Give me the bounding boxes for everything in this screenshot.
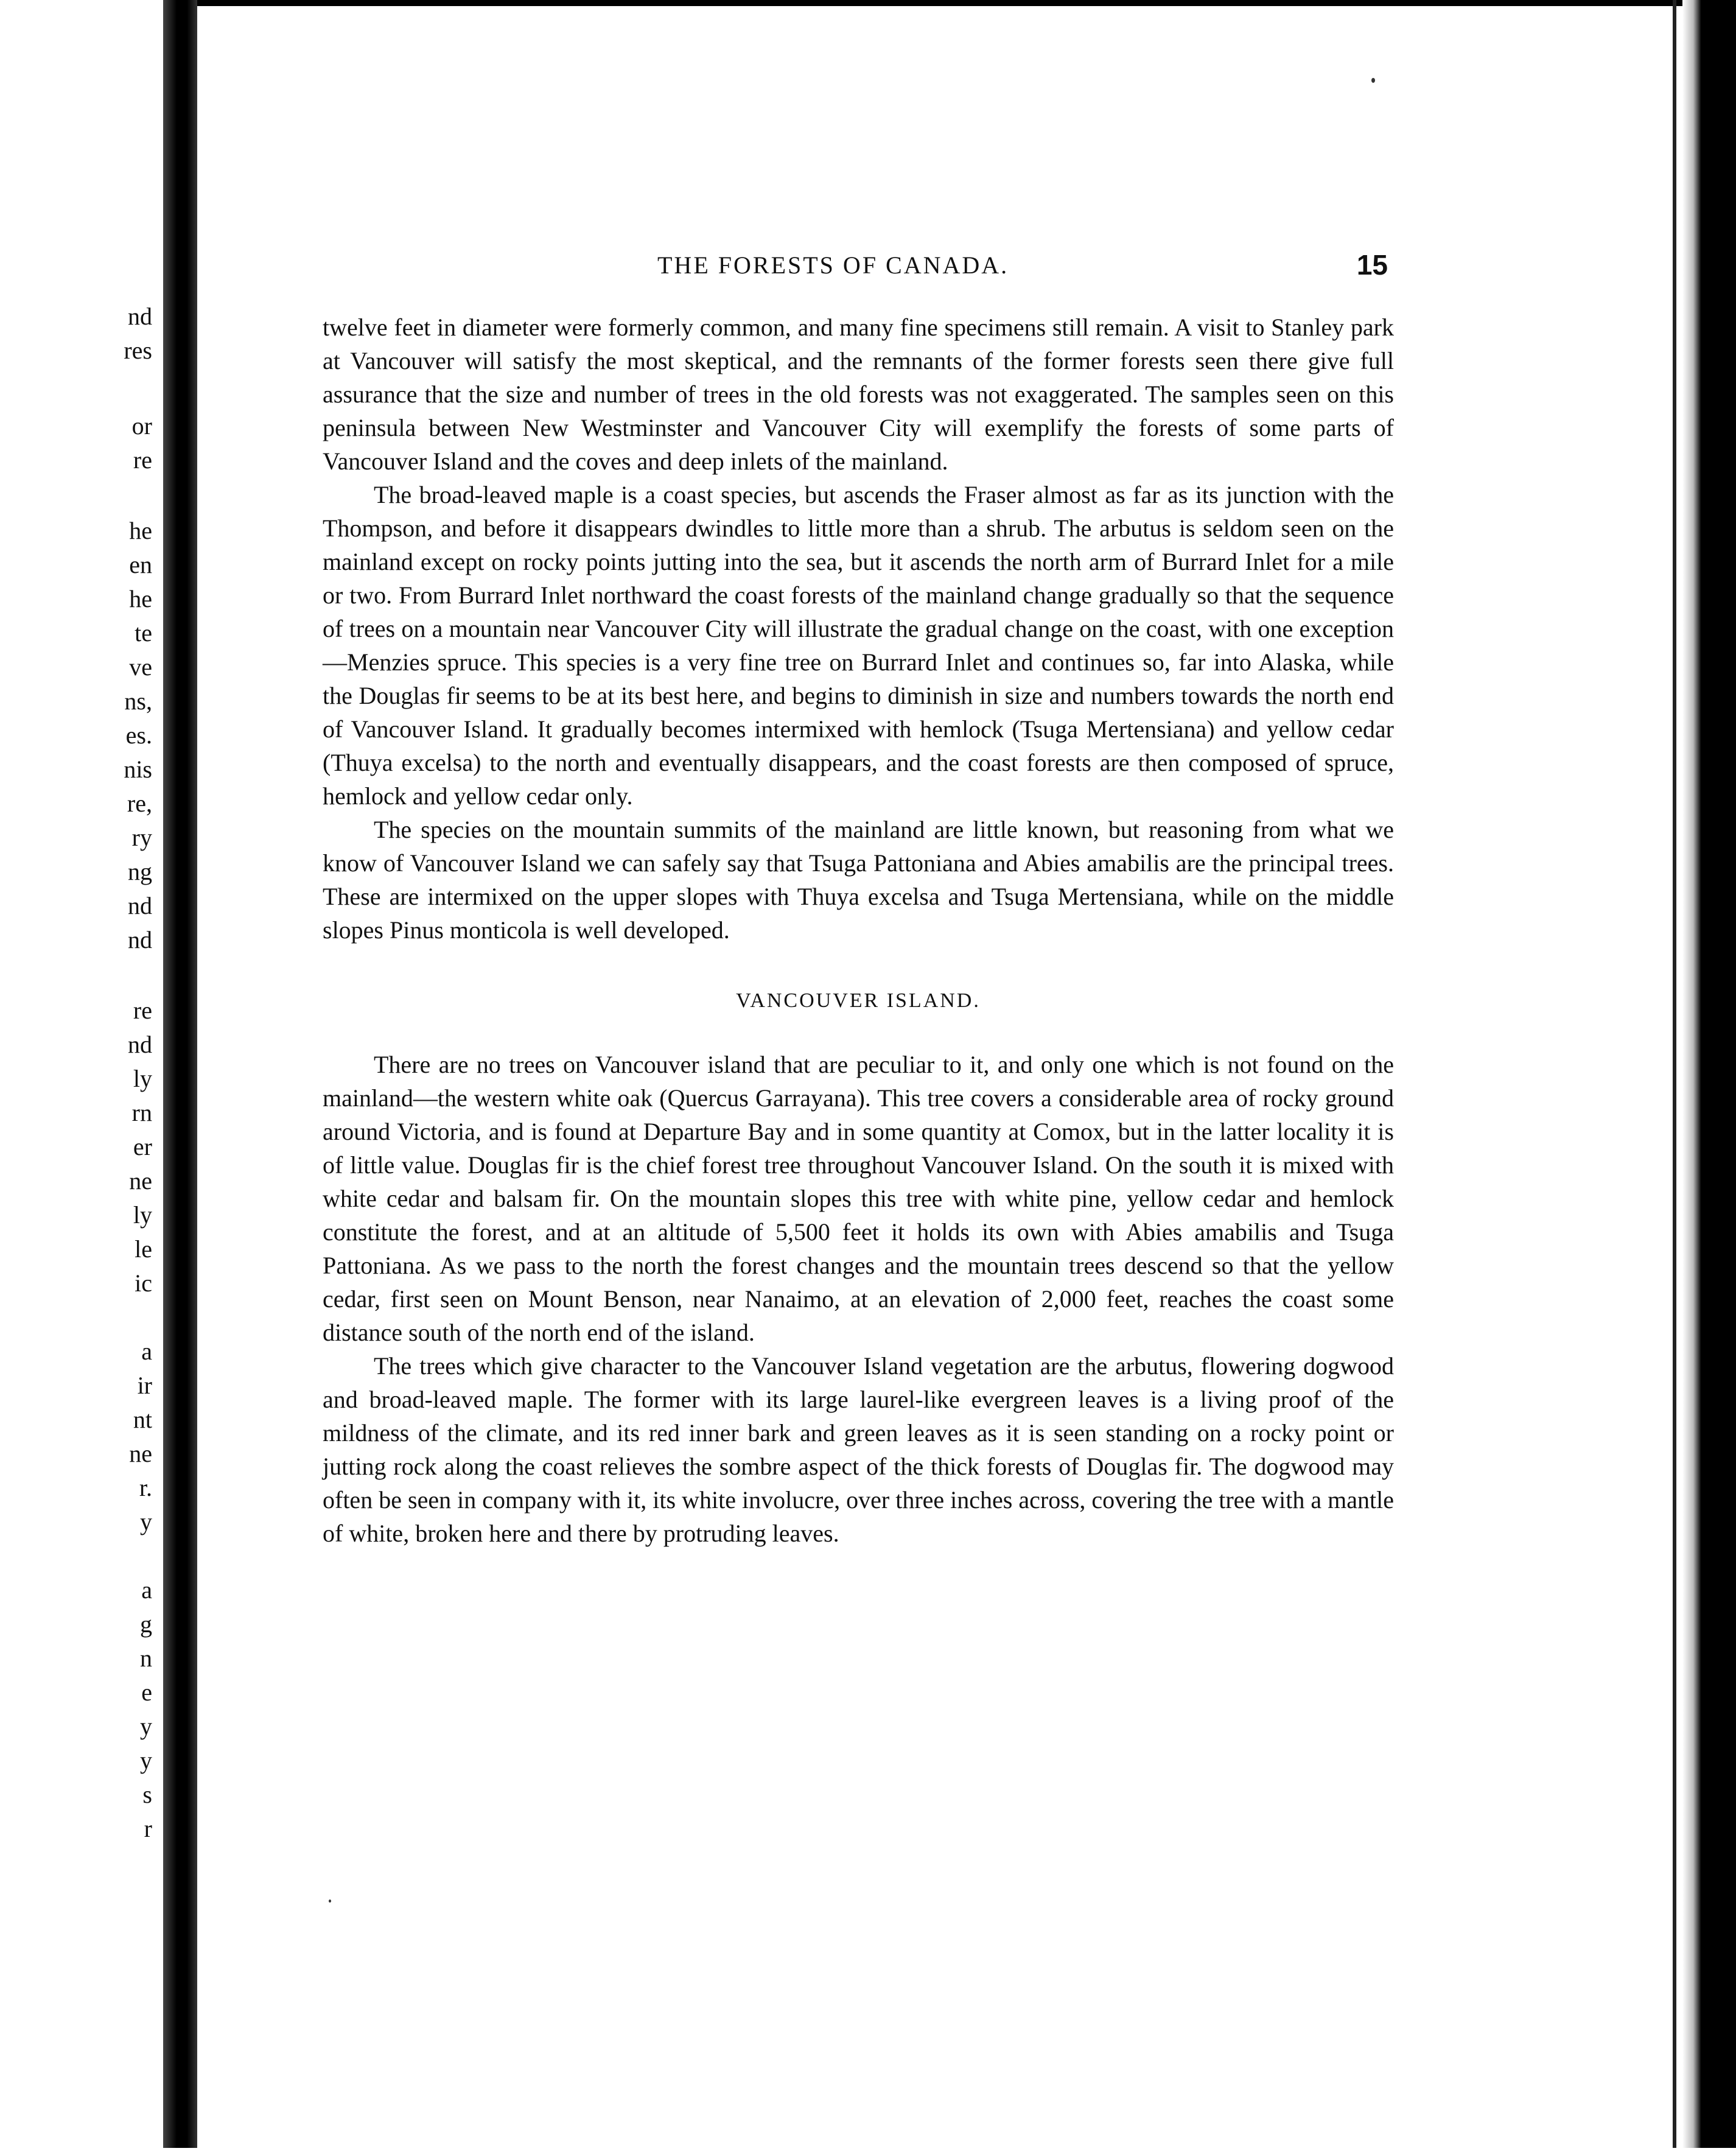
paragraph: The broad-leaved maple is a coast species, but ascends the Fraser almost as far as its junction with the Thompson, and before it disappears dwindles to little more than a shrub. The arbutus is seldom seen on the mainland except on rocky points jutting into the sea, but it ascends the north arm of Burrard Inlet for a mile or two. From Burrard Inlet northward the coast forests of the mainland change gradually so that the sequence of trees on a mountain near Vancouver City will illustrate the gradual change on the coast, with one exception—Menzies spruce. This species is a very fine tree on Burrard Inlet and continues so, far into Alaska, while the Douglas fir seems to be at its best here, and begins to diminish in size and numbers towards the north end of Vancouver Island. It gradually becomes intermixed with hemlock (Tsuga Mertensiana) and yellow cedar (Thuya excelsa) to the north and eventually disappears, and the coast forests are then composed of spruce, hemlock and yellow cedar only. bbox=[323, 481, 1394, 810]
paragraph: The species on the mountain summits of the mainland are little known, but reasoning from what we know of Vancouver Island we can safely say that Tsuga Pattoniana and Abies amabilis are the principal trees. These are intermixed on the upper slopes with Thuya excelsa and Tsuga Mertensiana, while on the middle slopes Pinus monticola is well developed. bbox=[323, 816, 1394, 944]
facing-page-fragment: ng bbox=[128, 858, 152, 885]
facing-page-fragment: re bbox=[133, 446, 152, 474]
facing-page-fragment: le bbox=[135, 1235, 152, 1263]
facing-page-fragment: rn bbox=[131, 1099, 152, 1126]
facing-page-fragment: re, bbox=[127, 790, 152, 817]
facing-page-fragment: es. bbox=[125, 721, 152, 749]
running-title: THE FORESTS OF CANADA. bbox=[657, 251, 1009, 279]
page-edge-shadow bbox=[1682, 0, 1736, 2148]
facing-page-fragment: a bbox=[141, 1576, 152, 1604]
facing-page-fragment: te bbox=[135, 619, 152, 647]
facing-page bbox=[0, 0, 164, 2148]
facing-page-fragment: nd bbox=[128, 892, 152, 919]
body-text bbox=[323, 310, 1394, 1550]
facing-page-fragment: he bbox=[129, 585, 152, 612]
page-header bbox=[657, 251, 1400, 287]
facing-page-fragment: nis bbox=[124, 756, 152, 783]
facing-page-fragment: ne bbox=[129, 1440, 152, 1467]
facing-page-fragment: ns, bbox=[124, 687, 152, 715]
facing-page-fragment: res bbox=[124, 337, 152, 364]
facing-page-fragment: ly bbox=[133, 1201, 152, 1229]
page-edge-line bbox=[1673, 0, 1676, 2148]
facing-page-fragment: en bbox=[129, 551, 152, 578]
facing-page-fragment: y bbox=[140, 1747, 152, 1774]
facing-page-fragment: he bbox=[129, 517, 152, 544]
facing-page-fragment: n bbox=[140, 1644, 152, 1672]
facing-page-fragment: y bbox=[140, 1713, 152, 1740]
section-heading: VANCOUVER ISLAND. bbox=[736, 989, 981, 1012]
facing-page-fragment: g bbox=[140, 1610, 152, 1638]
facing-page-fragment: nd bbox=[128, 1031, 152, 1058]
facing-page-fragment: ly bbox=[133, 1065, 152, 1092]
paragraph: twelve feet in diameter were formerly common, and many fine specimens still remain. A visit to Stanley park at Vancouver will satisfy the most skeptical, and the remnants of the former forests seen there give full assurance that the size and number of trees in the old forests was not exaggerated. The samples seen on this peninsula between New Westminster and Vancouver City will exemplify the forests of some parts of Vancouver Island and the coves and deep inlets of the mainland. bbox=[323, 314, 1394, 475]
facing-page-fragment: ir bbox=[137, 1372, 152, 1399]
facing-page-fragment: ne bbox=[129, 1167, 152, 1195]
facing-page-fragment: ic bbox=[135, 1269, 152, 1297]
paragraph: The trees which give character to the Vancouver Island vegetation are the arbutus, flowering dogwood and broad-leaved maple. The former with its large laurel-like evergreen leaves is a living proof of the mildness of the climate, and its red inner bark and green leaves as it is seen standing on a rocky point or jutting rock along the coast relieves the sombre aspect of the thick forests of Douglas fir. The dogwood may often be seen in company with it, its white involucre, over three inches across, covering the tree with a mantle of white, broken here and there by protruding leaves. bbox=[323, 1352, 1394, 1547]
facing-page-fragment: y bbox=[140, 1508, 152, 1535]
facing-page-fragment: er bbox=[133, 1133, 152, 1160]
facing-page-fragment: nd bbox=[128, 926, 152, 953]
facing-page-fragment: re bbox=[133, 997, 152, 1024]
facing-page-fragment: ry bbox=[131, 824, 152, 851]
facing-page-fragment: nd bbox=[128, 303, 152, 330]
facing-page-fragment: a bbox=[141, 1338, 152, 1365]
page-gutter bbox=[163, 0, 197, 2148]
facing-page-fragment: nt bbox=[133, 1406, 152, 1433]
facing-page-fragment: r. bbox=[139, 1474, 152, 1501]
scan-speck bbox=[1371, 78, 1375, 83]
page-number: 15 bbox=[1356, 249, 1388, 281]
scan-speck bbox=[329, 1900, 331, 1903]
facing-page-fragment: s bbox=[142, 1781, 152, 1808]
facing-page-fragment: ve bbox=[129, 653, 152, 681]
facing-page-fragment: r bbox=[144, 1815, 152, 1842]
paragraph: There are no trees on Vancouver island that are peculiar to it, and only one which is not found on the mainland—the western white oak (Quercus Garrayana). This tree covers a considerable area of rocky ground around Victoria, and is found at Departure Bay and in some quantity at Comox, but in the latter locality it is of little value. Douglas fir is the chief forest tree throughout Vancouver Island. On the south it is mixed with white cedar and balsam fir. On the mountain slopes this tree with white pine, yellow cedar and hemlock constitute the forest, and at an altitude of 5,500 feet it holds its own with Abies amabilis and Tsuga Pattoniana. As we pass to the north the forest changes and the mountain trees descend so that the yellow cedar, first seen on Mount Benson, near Nanaimo, at an elevation of 2,000 feet, reaches the coast some distance south of the north end of the island. bbox=[323, 1051, 1394, 1346]
facing-page-fragment: or bbox=[131, 412, 152, 440]
facing-page-fragment: e bbox=[141, 1679, 152, 1706]
